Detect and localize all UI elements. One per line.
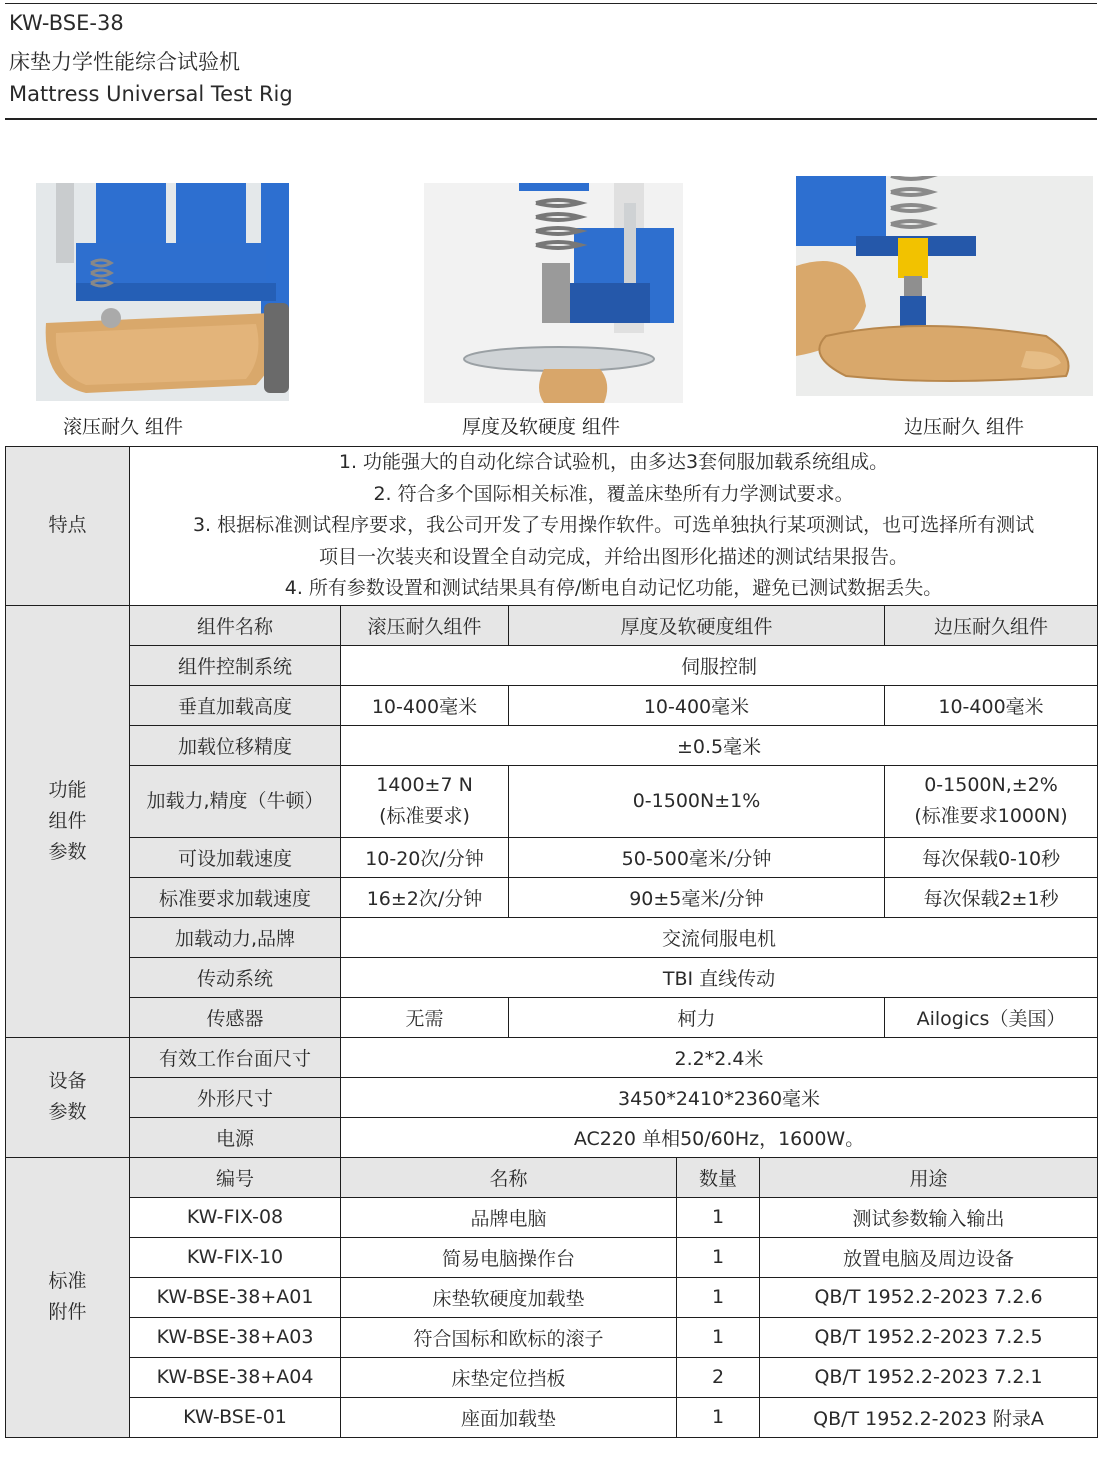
- header-bottom-rule: [5, 118, 1097, 120]
- acc-use: 放置电脑及周边设备: [760, 1237, 1098, 1277]
- table-row: [6, 1237, 1098, 1277]
- load-force-edge: 0-1500N,±2% (标准要求1000N): [885, 765, 1098, 837]
- displacement-accuracy-row: [6, 725, 1098, 765]
- function-params-label: 功能 组件 参数: [6, 605, 130, 1037]
- acc-qty: 1: [677, 1277, 760, 1317]
- transmission-value: TBI 直线传动: [341, 957, 1098, 997]
- load-force-rolling: 1400±7 N (标准要求): [341, 765, 509, 837]
- acc-use: QB/T 1952.2-2023 7.2.6: [760, 1277, 1098, 1317]
- table-row: [6, 1357, 1098, 1397]
- acc-use: QB/T 1952.2-2023 附录A: [760, 1397, 1098, 1437]
- sensor-label: 传感器: [130, 997, 341, 1037]
- acc-qty: 1: [677, 1397, 760, 1437]
- settable-speed-label: 可设加载速度: [130, 837, 341, 877]
- acc-code: KW-BSE-38+A03: [130, 1317, 341, 1357]
- table-row: [6, 1317, 1098, 1357]
- feature-line-3b: 项目一次装夹和设置全自动完成，并给出图形化描述的测试结果报告。: [319, 545, 909, 568]
- acc-code: KW-FIX-08: [130, 1197, 341, 1237]
- settable-speed-thickness: 50-500毫米/分钟: [509, 837, 885, 877]
- edge-durability-photo: [796, 176, 1093, 396]
- vertical-height-edge: 10-400毫米: [885, 685, 1098, 725]
- sensor-edge: Ailogics（美国）: [885, 997, 1098, 1037]
- vertical-height-thickness: 10-400毫米: [509, 685, 885, 725]
- power-supply-value: AC220 单相50/60Hz，1600W。: [341, 1117, 1098, 1157]
- power-brand-value: 交流伺服电机: [341, 917, 1098, 957]
- equipment-row-3: [6, 1117, 1098, 1157]
- standard-speed-label: 标准要求加载速度: [130, 877, 341, 917]
- sensor-rolling: 无需: [341, 997, 509, 1037]
- model-number: KW-BSE-38: [9, 11, 124, 35]
- acc-qty: 2: [677, 1357, 760, 1397]
- caption-edge: 边压耐久 组件: [904, 416, 1025, 438]
- settable-speed-edge: 每次保载0-10秒: [885, 837, 1098, 877]
- rolling-durability-photo: [36, 183, 289, 401]
- displacement-accuracy-label: 加载位移精度: [130, 725, 341, 765]
- control-system-row: [6, 645, 1098, 685]
- standard-speed-thickness: 90±5毫米/分钟: [509, 877, 885, 917]
- acc-qty: 1: [677, 1197, 760, 1237]
- vertical-height-row: [6, 685, 1098, 725]
- acc-use: QB/T 1952.2-2023 7.2.5: [760, 1317, 1098, 1357]
- acc-name: 简易电脑操作台: [341, 1237, 677, 1277]
- acc-qty: 1: [677, 1317, 760, 1357]
- header-edge: 边压耐久组件: [885, 605, 1098, 645]
- acc-code: KW-BSE-38+A04: [130, 1357, 341, 1397]
- equipment-row-2: [6, 1077, 1098, 1117]
- accessories-label: 标准 附件: [6, 1157, 130, 1437]
- sensor-row: [6, 997, 1098, 1037]
- transmission-label: 传动系统: [130, 957, 341, 997]
- acc-qty: 1: [677, 1237, 760, 1277]
- acc-use: 测试参数输入输出: [760, 1197, 1098, 1237]
- header-top-rule: [5, 3, 1097, 4]
- acc-name: 座面加载垫: [341, 1397, 677, 1437]
- caption-rolling: 滚压耐久 组件: [63, 416, 184, 438]
- feature-line-2: 2. 符合多个国际相关标准，覆盖床垫所有力学测试要求。: [373, 482, 854, 505]
- acc-header-code: 编号: [130, 1157, 341, 1197]
- load-force-thickness: 0-1500N±1%: [509, 765, 885, 837]
- transmission-row: [6, 957, 1098, 997]
- feature-line-4: 4. 所有参数设置和测试结果具有停/断电自动记忆功能，避免已测试数据丢失。: [284, 577, 943, 600]
- acc-code: KW-FIX-10: [130, 1237, 341, 1277]
- acc-use: QB/T 1952.2-2023 7.2.1: [760, 1357, 1098, 1397]
- acc-name: 床垫软硬度加载垫: [341, 1277, 677, 1317]
- power-brand-label: 加载动力,品牌: [130, 917, 341, 957]
- power-supply-label: 电源: [130, 1117, 341, 1157]
- acc-name: 床垫定位挡板: [341, 1357, 677, 1397]
- header-component-name: 组件名称: [130, 605, 341, 645]
- power-brand-row: [6, 917, 1098, 957]
- acc-code: KW-BSE-38+A01: [130, 1277, 341, 1317]
- spec-table: [5, 446, 1098, 1438]
- worktable-size-label: 有效工作台面尺寸: [130, 1037, 341, 1077]
- table-row: [6, 1397, 1098, 1437]
- function-header-row: [6, 605, 1098, 645]
- displacement-accuracy-value: ±0.5毫米: [341, 725, 1098, 765]
- settable-speed-rolling: 10-20次/分钟: [341, 837, 509, 877]
- standard-speed-edge: 每次保载2±1秒: [885, 877, 1098, 917]
- header-rolling: 滚压耐久组件: [341, 605, 509, 645]
- standard-speed-rolling: 16±2次/分钟: [341, 877, 509, 917]
- vertical-height-label: 垂直加载高度: [130, 685, 341, 725]
- caption-thickness: 厚度及软硬度 组件: [462, 416, 621, 438]
- equipment-row-1: [6, 1037, 1098, 1077]
- equipment-params-label: 设备 参数: [6, 1037, 130, 1157]
- outer-size-value: 3450*2410*2360毫米: [341, 1077, 1098, 1117]
- title-chinese: 床垫力学性能综合试验机: [9, 50, 240, 74]
- thickness-hardness-photo: [424, 183, 683, 403]
- features-content: [130, 447, 1098, 606]
- features-row: [6, 447, 1098, 606]
- control-system-value: 伺服控制: [341, 645, 1098, 685]
- worktable-size-value: 2.2*2.4米: [341, 1037, 1098, 1077]
- load-force-row: [6, 765, 1098, 837]
- acc-name: 品牌电脑: [341, 1197, 677, 1237]
- feature-line-3: 3. 根据标准测试程序要求，我公司开发了专用操作软件。可选单独执行某项测试，也可选择所有测试: [192, 514, 1035, 537]
- settable-speed-row: [6, 837, 1098, 877]
- features-label: 特点: [6, 447, 130, 606]
- load-force-label: 加载力,精度（牛顿）: [130, 765, 341, 837]
- page-header: [0, 0, 1100, 120]
- table-row: [6, 1197, 1098, 1237]
- acc-name: 符合国标和欧标的滚子: [341, 1317, 677, 1357]
- accessories-header-row: [6, 1157, 1098, 1197]
- control-system-label: 组件控制系统: [130, 645, 341, 685]
- header-thickness: 厚度及软硬度组件: [509, 605, 885, 645]
- outer-size-label: 外形尺寸: [130, 1077, 341, 1117]
- standard-speed-row: [6, 877, 1098, 917]
- table-row: [6, 1277, 1098, 1317]
- title-english: Mattress Universal Test Rig: [9, 82, 293, 106]
- sensor-thickness: 柯力: [509, 997, 885, 1037]
- acc-header-name: 名称: [341, 1157, 677, 1197]
- vertical-height-rolling: 10-400毫米: [341, 685, 509, 725]
- acc-code: KW-BSE-01: [130, 1397, 341, 1437]
- acc-header-use: 用途: [760, 1157, 1098, 1197]
- feature-line-1: 1. 功能强大的自动化综合试验机，由多达3套伺服加载系统组成。: [338, 451, 889, 473]
- acc-header-qty: 数量: [677, 1157, 760, 1197]
